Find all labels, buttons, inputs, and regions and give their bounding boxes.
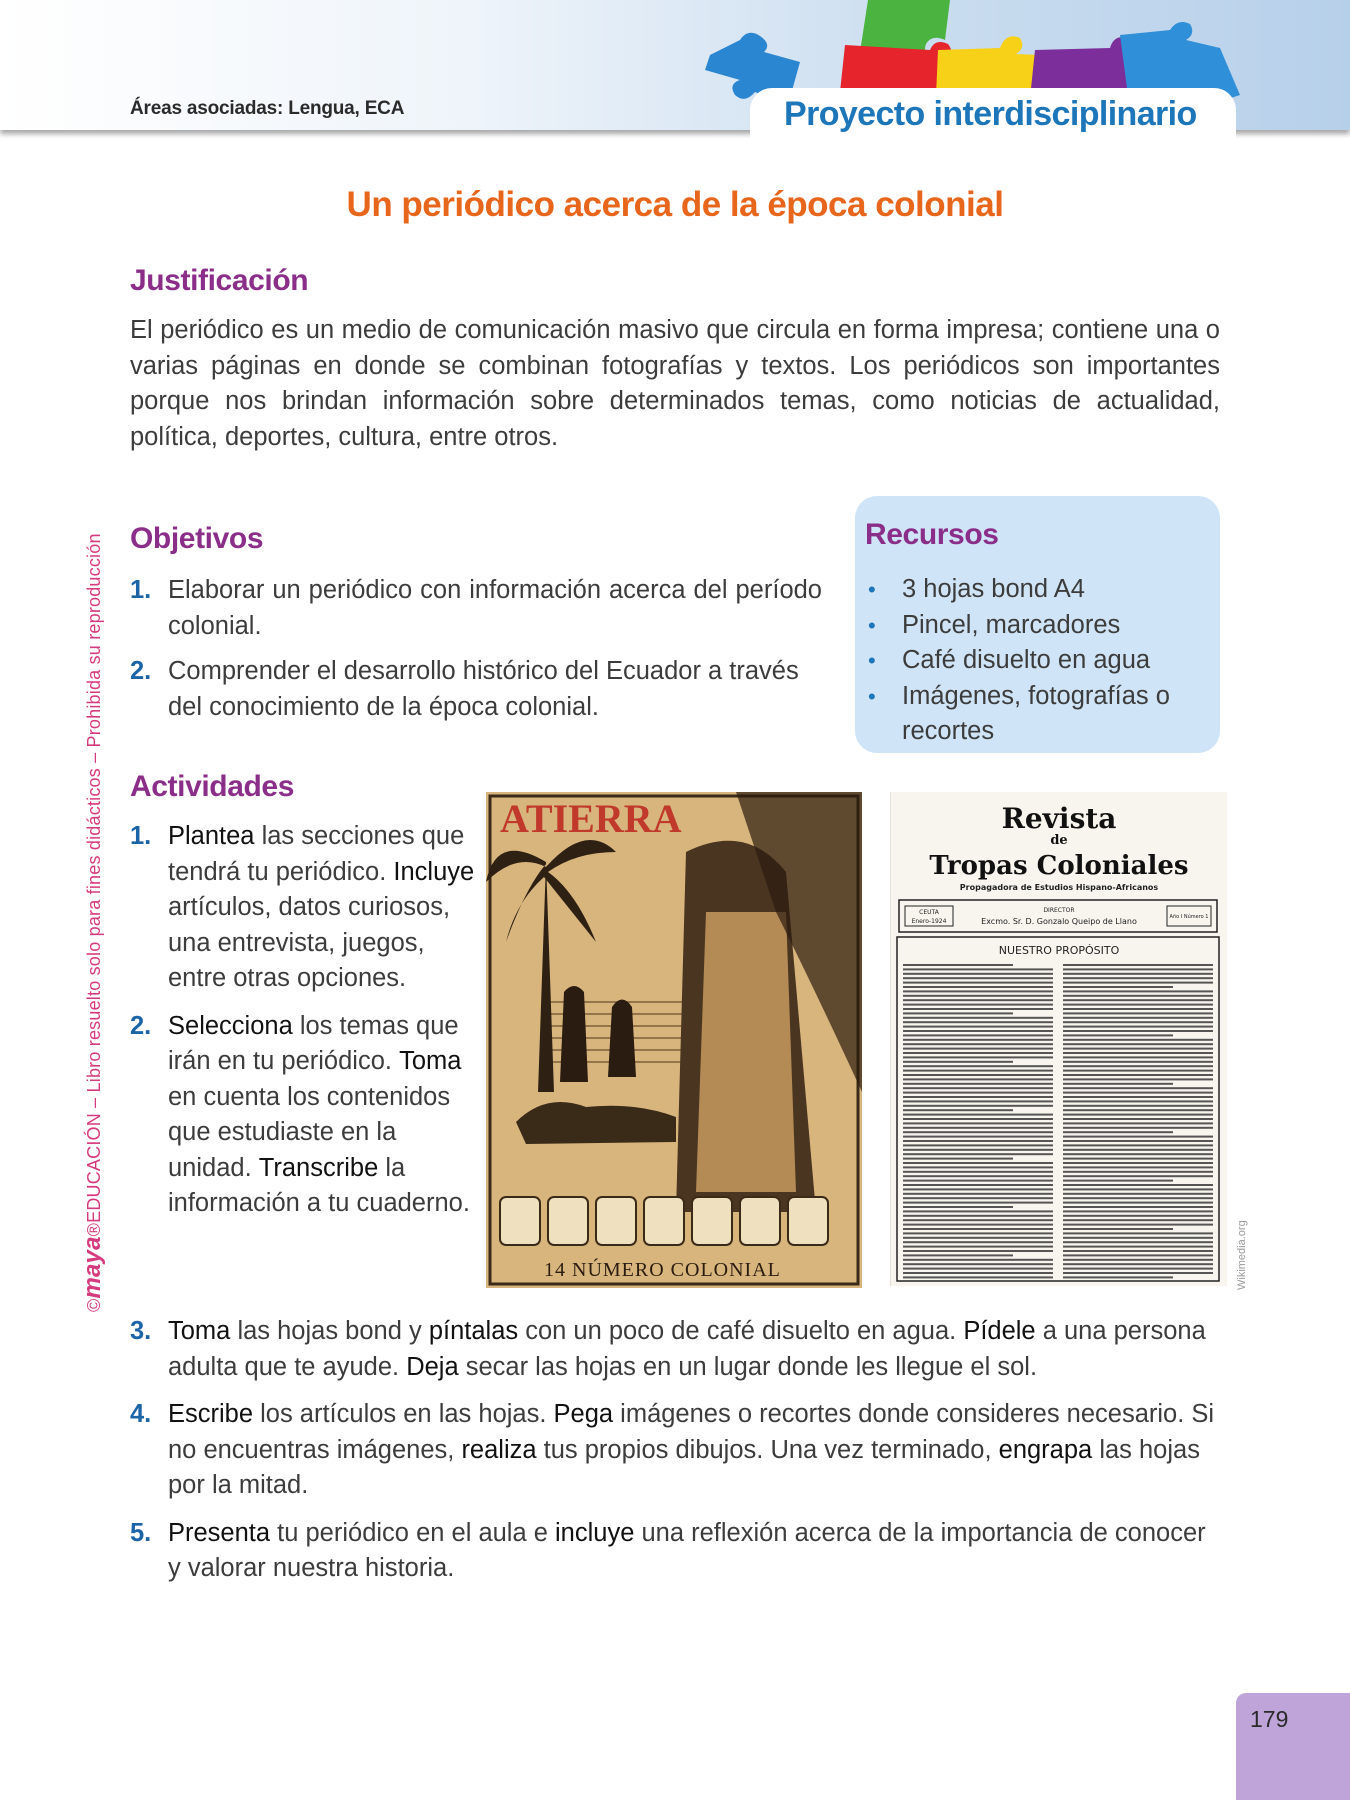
revista-text-line [903,1092,1053,1094]
revista-text-line [903,995,1053,997]
revista-text-line [903,1100,1053,1102]
item-text: imágenes o recortes donde consideres necesario. Si no encuentras imágenes, [168,1400,1215,1464]
project-label: Proyecto interdisciplinario [784,95,1197,133]
revista-text-line [903,999,1053,1001]
revista-text-line [1063,1065,1213,1067]
revista-text-line [903,1232,1053,1234]
revista-text-line [903,1118,1053,1120]
item-number: 2. [130,1011,152,1040]
revista-text-line [903,1122,1053,1124]
revista-text-line [1063,1193,1213,1195]
revista-text-line [903,1237,1053,1239]
revista-text-line [903,1127,1053,1129]
list-item [130,573,822,644]
revista-text-line [1063,1202,1213,1204]
revista-text-line [1063,1162,1213,1164]
revista-text-line [903,1052,1053,1054]
revista-text-line [903,1056,1053,1058]
copyright-text: EDUCACIÓN – Libro resuelto solo para fines didácticos – Prohibida su reproducción [84,533,104,1223]
revista-text-line [903,1087,1053,1089]
revista-issue: Año I Número 1 [1169,914,1209,920]
revista-text-line [1063,1219,1213,1221]
revista-text-line [903,1263,1053,1265]
revista-text-line [1063,1140,1213,1142]
revista-text-line [1063,1175,1213,1177]
item-text: las hojas bond y [230,1317,429,1345]
revista-text-line [903,1131,1053,1133]
revista-text-line [903,1039,1053,1041]
list-item [130,1397,1220,1504]
brand-logo-text: maya [79,1236,106,1299]
revista-text-line [903,1259,1053,1261]
item-text: Pincel, marcadores [902,610,1121,639]
revista-text-line [1063,1048,1213,1050]
bullet-icon: • [868,612,876,638]
revista-text-line [903,1197,1053,1199]
revista-text-line [903,968,1053,970]
revista-text-line [1063,1237,1213,1239]
colonial-poster-image [486,792,862,1288]
revista-text-line [903,1004,1053,1006]
revista-text-line [1063,1034,1173,1036]
revista-text-line [903,1193,1053,1195]
revista-text-line [903,1026,1053,1028]
revista-text-line [1063,1180,1173,1182]
revista-text-line [1063,1210,1213,1212]
revista-text-line [903,1241,1053,1243]
item-text: los artículos en las hojas. [253,1400,554,1428]
revista-text-line [1063,1188,1213,1190]
item-number: 3. [130,1317,152,1345]
revista-text-line [1063,973,1213,975]
item-text: la información a tu cuaderno. [168,1153,470,1217]
bullet-icon: • [868,577,876,602]
revista-text-line [1063,968,1213,970]
revista-text-line [903,1061,1013,1063]
item-text: Café disuelto en agua [902,646,1151,674]
revista-text-line [1063,1008,1213,1010]
revista-text-line [1063,1021,1213,1023]
revista-text-line [1063,1272,1213,1274]
action-verb: Escribe [168,1400,254,1428]
item-text: una reflexión acerca de la importancia de conocer y valorar nuestra historia. [168,1518,1206,1582]
action-verb: Toma [168,1317,231,1345]
recursos-heading: Recursos [865,518,999,551]
list-item [130,1314,1220,1385]
item-text: 3 hojas bond A4 [902,575,1085,603]
revista-subtitle: Propagadora de Estudios Hispano-Africanos [959,883,1159,892]
revista-text-line [1063,1250,1213,1252]
action-verb: realiza [461,1435,537,1464]
image-credit: Wikimedia.org [1236,1220,1248,1290]
item-text: artículos, datos curiosos, una entrevista, juegos, entre otras opciones. [168,893,451,992]
actividades-list-top [130,819,480,1232]
revista-text-line [1063,1087,1213,1089]
revista-text-line [1063,1114,1213,1116]
revista-director-label: DIRECTOR [1043,907,1075,914]
page-number: 179 [1250,1706,1289,1732]
revista-text-line [903,1162,1053,1164]
revista-text-line [903,1210,1053,1212]
revista-text-line [903,1153,1053,1155]
revista-text-line [1063,1056,1213,1058]
item-text: las hojas por la mitad. [168,1435,1200,1499]
revista-text-line [903,1272,1053,1274]
revista-text-line [903,1276,1053,1278]
revista-text-line [1063,1105,1213,1107]
revista-text-line [1063,995,1213,997]
revista-tropas-coloniales-image [890,792,1227,1286]
revista-text-line [903,1048,1053,1050]
item-text: en cuenta los contenidos que estudiaste en la unidad. [168,1082,451,1182]
action-verb: Transcribe [258,1153,379,1182]
revista-text-line [903,1175,1053,1177]
revista-text-line [903,1228,1053,1230]
revista-text-line [1063,1263,1213,1265]
action-verb: Plantea [168,822,255,850]
revista-text-line [1063,1158,1213,1160]
revista-text-line [903,1158,1013,1160]
revista-text-line [1063,1043,1213,1045]
list-item [130,1009,480,1222]
action-verb: Toma [399,1047,462,1075]
revista-text-line [1063,1215,1213,1217]
actividades-heading: Actividades [130,770,294,803]
revista-title-1: Revista [1001,802,1117,835]
revista-text-line [1063,990,1213,992]
poster-caption: 14 NÚMERO COLONIAL [544,1259,781,1281]
revista-text-line [1063,1184,1213,1186]
revista-text-line [903,964,1013,966]
revista-text-line [1063,977,1213,979]
revista-text-line [1063,1092,1213,1094]
item-text: a una persona adulta que te ayude. [168,1317,1206,1381]
item-number: 1. [130,822,152,850]
revista-text-line [903,982,1053,984]
bullet-icon: • [868,683,876,709]
revista-text-line [1063,986,1173,988]
revista-text-line [903,1008,1053,1010]
revista-text-line [1063,1118,1213,1120]
associated-areas: Áreas asociadas: Lengua, ECA [130,98,405,119]
revista-text-line [903,1105,1053,1107]
item-text: Comprender el desarrollo histórico del Ecuador a través del conocimiento de la época colonial. [168,657,799,721]
revista-text-line [1063,1144,1213,1146]
action-verb: Incluye [393,857,475,886]
list-item [868,643,1213,679]
revista-text-line [1063,1030,1213,1032]
revista-text-line [903,1074,1053,1076]
item-number: 4. [130,1400,152,1428]
actividades-list-bottom [130,1314,1220,1597]
action-verb: incluye [555,1518,635,1547]
revista-text-line [903,1202,1053,1204]
revista-text-line [903,1030,1053,1032]
revista-text-line [903,1109,1013,1111]
revista-text-line [1063,1039,1213,1041]
action-verb: Presenta [168,1518,271,1547]
revista-text-line [903,1070,1053,1072]
revista-text-line [903,1171,1053,1173]
revista-text-line [1063,1127,1213,1129]
item-text: secar las hojas en un lugar donde les llegue el sol. [458,1352,1038,1381]
revista-text-line [903,1254,1013,1256]
revista-text-line [1063,1061,1213,1063]
action-verb: Selecciona [168,1011,293,1040]
revista-text-line [1063,1166,1213,1168]
objetivos-list [130,573,822,735]
revista-text-line [903,1219,1053,1221]
justificacion-heading: Justificación [130,264,309,297]
revista-text-line [1063,1232,1213,1234]
revista-text-line [903,1250,1053,1252]
revista-text-line [1063,1241,1213,1243]
revista-title-3: Tropas Coloniales [929,851,1189,881]
revista-text-line [1063,1149,1213,1151]
revista-text-line [903,973,1053,975]
list-item [868,608,1213,644]
revista-text-line [903,1215,1053,1217]
revista-text-line [903,1180,1053,1182]
item-text: Imágenes, fotografías o recortes [902,681,1170,745]
revista-text-line [903,1149,1053,1151]
action-verb: Deja [406,1352,459,1381]
revista-text-line [1063,1026,1213,1028]
poster-top-text: ATIERRA [500,796,682,841]
revista-text-line [903,1043,1053,1045]
recursos-list [868,572,1213,750]
revista-text-line [1063,1122,1213,1124]
revista-text-line [903,1078,1053,1080]
revista-text-line [1063,1228,1173,1230]
objetivos-heading: Objetivos [130,522,264,555]
revista-text-line [903,1140,1053,1142]
item-text: las secciones que tendrá tu periódico. [168,822,465,886]
item-text: Elaborar un periódico con información acerca del período colonial. [168,576,822,640]
item-text: con un poco de café disuelto en agua. [518,1317,964,1345]
revista-director: Excmo. Sr. D. Gonzalo Queipo de Llano [981,917,1137,926]
revista-text-line [903,1166,1053,1168]
revista-title-2: de [1050,833,1068,848]
revista-text-line [1063,1096,1213,1098]
revista-text-line [903,1034,1053,1036]
revista-text-line [903,1188,1053,1190]
revista-text-line [903,1017,1053,1019]
justificacion-text: El periódico es un medio de comunicación masivo que circula en forma impresa; contiene una o varias páginas en donde se combinan fotografías y textos. Los periódicos son importantes porque nos brindan información sobre determinados temas, como noticias de actualidad, política, deportes, cultura, entre otros. [130,316,1220,451]
revista-text-line [1063,1004,1213,1006]
revista-text-line [903,990,1053,992]
action-verb: Pídele [963,1317,1036,1345]
revista-text-line [1063,1070,1213,1072]
revista-text-line [1063,1224,1213,1226]
revista-text-line [1063,1052,1213,1054]
revista-text-line [1063,1109,1213,1111]
revista-date: Enero-1924 [911,918,947,925]
list-item [130,819,480,997]
item-number: 1. [130,576,152,604]
revista-text-line [903,1114,1053,1116]
revista-text-line [903,1136,1053,1138]
revista-text-line [1063,1197,1213,1199]
revista-text-line [1063,1254,1213,1256]
revista-text-line [903,1206,1013,1208]
revista-text-line [903,1021,1053,1023]
revista-body-text-lines [903,964,1213,1278]
revista-text-line [1063,1131,1173,1133]
revista-heading: NUESTRO PROPÓSITO [998,944,1120,957]
revista-text-line [903,1246,1053,1248]
list-item [130,654,822,725]
revista-text-line [903,1012,1013,1014]
revista-text-line [903,1144,1053,1146]
action-verb: píntalas [428,1317,519,1345]
item-number: 2. [130,657,152,685]
revista-text-line [903,1096,1053,1098]
page-title: Un periódico acerca de la época colonial [346,185,1004,224]
list-item [130,1516,1220,1587]
revista-text-line [1063,1276,1173,1278]
revista-text-line [903,1184,1053,1186]
revista-text-line [1063,1083,1173,1085]
revista-text-line [1063,1078,1213,1080]
revista-text-line [1063,1012,1213,1014]
item-text: los temas que irán en tu periódico. [168,1011,459,1075]
revista-text-line [903,1268,1053,1270]
revista-text-line [1063,964,1213,966]
revista-text-line [1063,1017,1213,1019]
revista-text-line [1063,1268,1213,1270]
revista-text-line [903,986,1053,988]
item-text: tu periódico en el aula e [270,1518,556,1547]
revista-text-line [1063,1136,1213,1138]
revista-text-line [1063,999,1213,1001]
revista-text-line [1063,1153,1213,1155]
revista-place: CEUTA [919,909,939,916]
revista-text-line [1063,1171,1213,1173]
revista-text-line [903,1065,1053,1067]
action-verb: Pega [553,1400,614,1428]
revista-text-line [903,1083,1053,1085]
revista-text-line [1063,982,1213,984]
revista-text-line [1063,1100,1213,1102]
copyright-notice: ©maya®EDUCACIÓN – Libro resuelto solo para fines didácticos – Prohibida su reproducción [79,533,106,1312]
list-item [868,572,1213,608]
revista-text-line [1063,1246,1213,1248]
item-number: 5. [130,1518,152,1547]
item-text: tus propios dibujos. Una vez terminado, [536,1435,999,1464]
revista-text-line [903,977,1053,979]
action-verb: engrapa [998,1435,1093,1464]
revista-text-line [1063,1206,1213,1208]
list-item [868,679,1213,750]
revista-page-graphic [891,792,1227,1286]
revista-text-line [1063,1259,1213,1261]
bullet-icon: • [868,648,876,673]
revista-text-line [1063,1074,1213,1076]
revista-text-line [903,1224,1053,1226]
